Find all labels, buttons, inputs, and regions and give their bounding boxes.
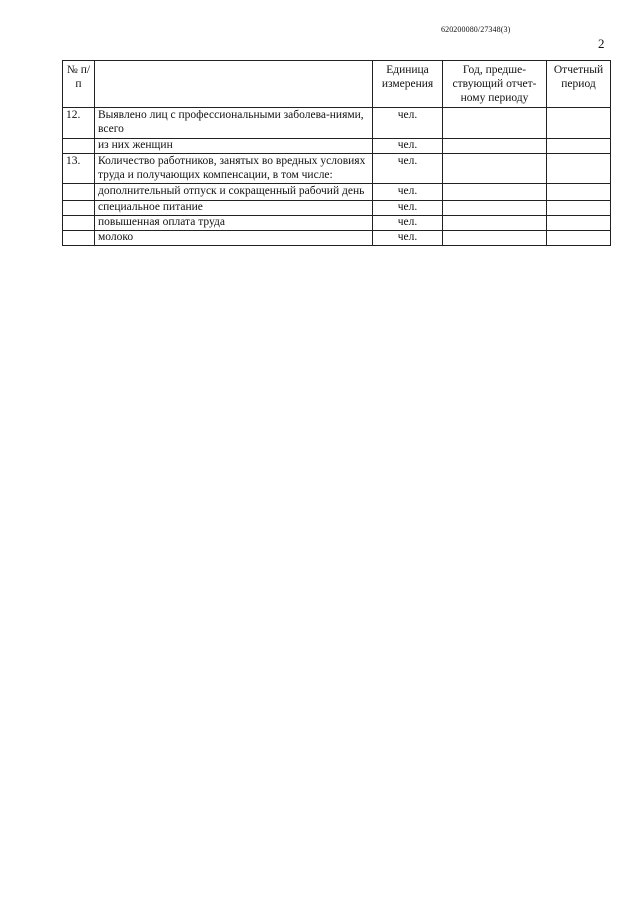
row-number (63, 230, 95, 245)
row-unit: чел. (373, 201, 443, 216)
table-row (63, 153, 611, 184)
row-reporting-period-value (547, 215, 611, 230)
row-indicator: из них женщин (95, 138, 373, 153)
column-header-previous-year: Год, предше-ствующий отчет-ному периоду (443, 61, 547, 108)
row-unit: чел. (373, 230, 443, 245)
row-previous-year-value (443, 230, 547, 245)
row-previous-year-value (443, 184, 547, 201)
table-row (63, 201, 611, 216)
row-indicator: Выявлено лиц с профессиональными заболева-ниями, всего (95, 108, 373, 139)
column-header-unit: Единица измерения (373, 61, 443, 108)
row-number (63, 138, 95, 153)
row-number: 13. (63, 153, 95, 184)
row-unit: чел. (373, 138, 443, 153)
column-header-reporting-period: Отчетный период (547, 61, 611, 108)
row-reporting-period-value (547, 184, 611, 201)
row-unit: чел. (373, 108, 443, 139)
row-number (63, 201, 95, 216)
row-unit: чел. (373, 153, 443, 184)
table-row (63, 108, 611, 139)
row-previous-year-value (443, 138, 547, 153)
row-indicator: повышенная оплата труда (95, 215, 373, 230)
row-number: 12. (63, 108, 95, 139)
table-row (63, 215, 611, 230)
row-indicator: дополнительный отпуск и сокращенный рабочий день (95, 184, 373, 201)
table-row (63, 138, 611, 153)
document-code: 620200080/27348(3) (441, 25, 511, 34)
row-indicator: молоко (95, 230, 373, 245)
row-unit: чел. (373, 184, 443, 201)
row-previous-year-value (443, 153, 547, 184)
report-table (62, 60, 611, 246)
row-reporting-period-value (547, 153, 611, 184)
row-number (63, 215, 95, 230)
column-header-number: № п/п (63, 61, 95, 108)
table-row (63, 230, 611, 245)
table-header-row (63, 61, 611, 108)
row-reporting-period-value (547, 230, 611, 245)
row-reporting-period-value (547, 138, 611, 153)
row-previous-year-value (443, 201, 547, 216)
row-number (63, 184, 95, 201)
row-indicator: специальное питание (95, 201, 373, 216)
row-reporting-period-value (547, 201, 611, 216)
row-reporting-period-value (547, 108, 611, 139)
row-indicator: Количество работников, занятых во вредных условиях труда и получающих компенсации, в том числе: (95, 153, 373, 184)
row-previous-year-value (443, 108, 547, 139)
row-unit: чел. (373, 215, 443, 230)
row-previous-year-value (443, 215, 547, 230)
table-row (63, 184, 611, 201)
page-number: 2 (598, 36, 605, 51)
column-header-name (95, 61, 373, 108)
